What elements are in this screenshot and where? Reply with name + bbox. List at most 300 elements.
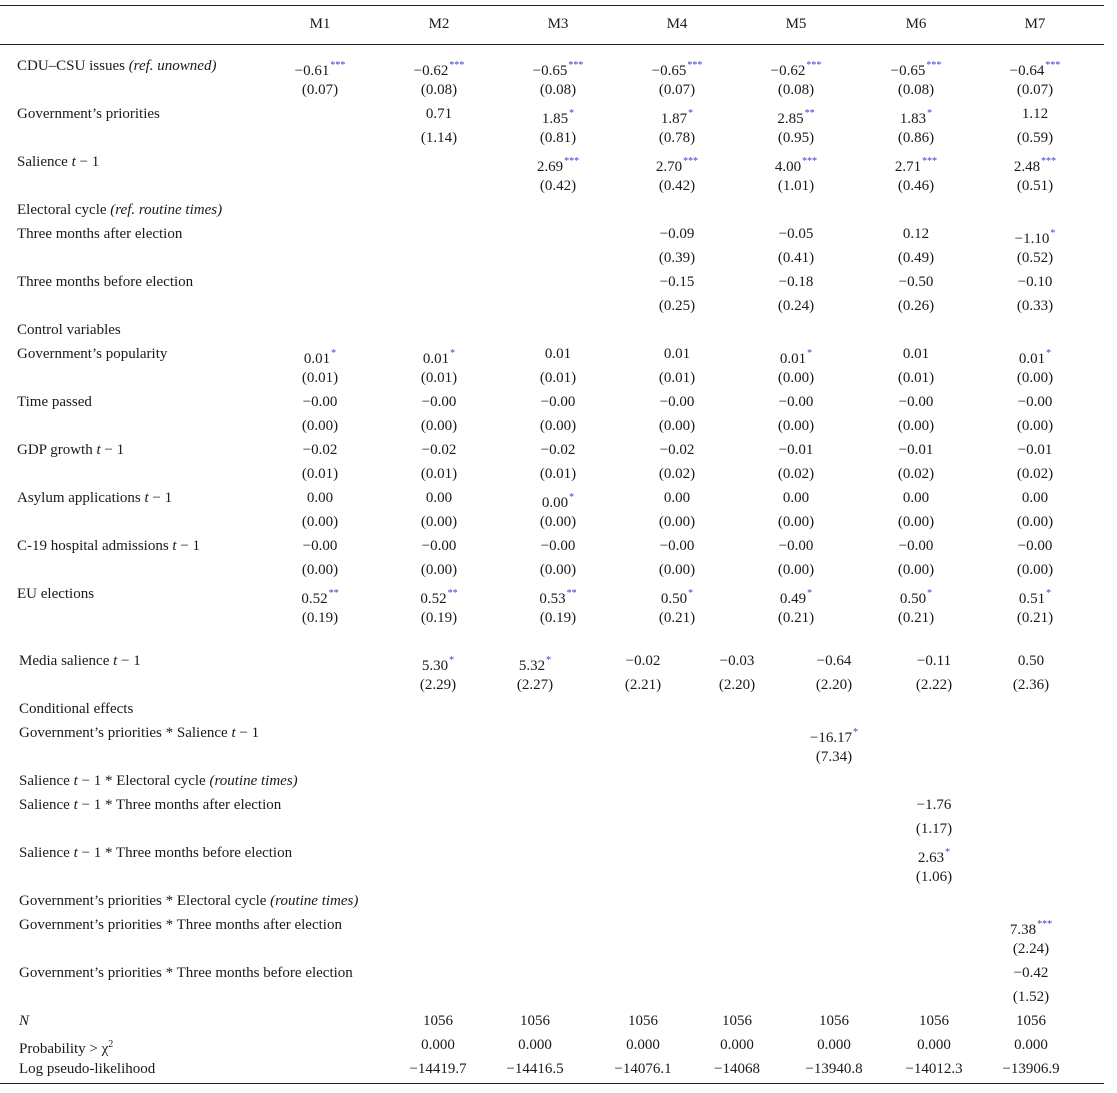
table-cell xyxy=(617,342,737,366)
table-cell xyxy=(260,606,380,630)
cell-value: 0.49 xyxy=(779,591,807,607)
cell-value: (0.00) xyxy=(1016,370,1054,386)
significance-stars: * xyxy=(1050,228,1056,239)
cell-value: −1.76 xyxy=(916,797,952,813)
table-cell xyxy=(971,673,1091,697)
cell-value: (0.00) xyxy=(539,514,577,530)
cell-value: (0.02) xyxy=(777,466,815,482)
cell-value: (0.02) xyxy=(897,466,935,482)
cell-value: 1056 xyxy=(628,1013,658,1029)
cell-value: 2.70 xyxy=(655,159,683,175)
table-cell xyxy=(617,270,737,294)
table-cell xyxy=(975,390,1095,414)
significance-stars: *** xyxy=(802,156,818,167)
cell-value: (0.33) xyxy=(1016,298,1054,314)
cell-value: (0.21) xyxy=(897,610,935,626)
cell-value: 0.000 xyxy=(720,1037,754,1053)
cell-value: −0.00 xyxy=(778,538,814,554)
table-cell xyxy=(379,462,499,486)
significance-stars: * xyxy=(807,348,813,359)
cell-value: 0.000 xyxy=(626,1037,660,1053)
cell-value: 0.000 xyxy=(421,1037,455,1053)
row-label xyxy=(19,913,342,937)
cell-value: −0.15 xyxy=(659,274,695,290)
row-label-suffix: − 1 * Three months after election xyxy=(77,797,282,813)
table-row xyxy=(0,1033,1117,1057)
table-cell xyxy=(975,558,1095,582)
table-cell xyxy=(260,486,380,510)
row-label-note: (ref. routine times) xyxy=(106,202,223,218)
table-cell xyxy=(498,606,618,630)
table-cell xyxy=(856,222,976,246)
table-row xyxy=(0,793,1117,817)
row-label-text: Control variables xyxy=(17,322,121,338)
significance-stars: *** xyxy=(564,156,580,167)
table-cell xyxy=(498,414,618,438)
table-cell xyxy=(975,438,1095,462)
table-cell xyxy=(260,510,380,534)
table-row xyxy=(0,486,1117,510)
table-cell xyxy=(774,745,894,769)
cell-value: (0.01) xyxy=(897,370,935,386)
table-cell xyxy=(617,126,737,150)
table-cell xyxy=(856,558,976,582)
bottom-rule xyxy=(0,1083,1104,1084)
cell-value: (0.08) xyxy=(897,82,935,98)
cell-value: (0.00) xyxy=(1016,418,1054,434)
significance-stars: ** xyxy=(804,108,815,119)
table-cell xyxy=(736,558,856,582)
table-cell xyxy=(260,78,380,102)
cell-value: 1056 xyxy=(520,1013,550,1029)
table-cell xyxy=(874,793,994,817)
significance-stars: * xyxy=(450,348,456,359)
row-label xyxy=(17,222,182,246)
table-cell xyxy=(971,937,1091,961)
row-label-suffix: − 1 xyxy=(176,538,201,554)
table-cell xyxy=(856,414,976,438)
table-cell xyxy=(617,174,737,198)
significance-stars: * xyxy=(331,348,337,359)
table-cell xyxy=(617,414,737,438)
cell-value: −0.00 xyxy=(302,538,338,554)
cell-value: −0.00 xyxy=(1017,394,1053,410)
table-cell xyxy=(379,606,499,630)
cell-value: (0.59) xyxy=(1016,130,1054,146)
cell-value: −0.62 xyxy=(770,63,806,79)
table-cell xyxy=(498,174,618,198)
cell-value: −0.00 xyxy=(1017,538,1053,554)
cell-value: (0.01) xyxy=(539,370,577,386)
table-cell xyxy=(475,1033,595,1057)
cell-value: (0.01) xyxy=(539,466,577,482)
cell-value: (0.08) xyxy=(539,82,577,98)
table-cell xyxy=(736,510,856,534)
table-cell xyxy=(975,126,1095,150)
cell-value: (0.00) xyxy=(539,418,577,434)
cell-value: −0.00 xyxy=(421,394,457,410)
table-row xyxy=(0,817,1117,841)
cell-value: 0.00 xyxy=(782,490,810,506)
table-row xyxy=(0,985,1117,1009)
column-header-m3: M3 xyxy=(547,16,569,32)
table-cell xyxy=(736,174,856,198)
table-cell xyxy=(498,342,618,366)
table-cell xyxy=(736,366,856,390)
table-cell xyxy=(379,438,499,462)
table-cell xyxy=(260,390,380,414)
cell-value: 2.69 xyxy=(536,159,564,175)
table-cell xyxy=(975,534,1095,558)
table-cell xyxy=(617,486,737,510)
table-row xyxy=(0,673,1117,697)
cell-value: 1.83 xyxy=(899,111,927,127)
table-cell xyxy=(260,534,380,558)
cell-value: −0.00 xyxy=(898,394,934,410)
cell-value: 1.12 xyxy=(1021,106,1049,122)
significance-stars: * xyxy=(927,108,933,119)
cell-value: (2.27) xyxy=(516,677,554,693)
cell-value: 0.50 xyxy=(660,591,688,607)
cell-value: (0.51) xyxy=(1016,178,1054,194)
cell-value: −0.00 xyxy=(421,538,457,554)
table-cell xyxy=(498,462,618,486)
table-cell xyxy=(856,438,976,462)
cell-value: −0.00 xyxy=(302,394,338,410)
row-label-text: Government’s popularity xyxy=(17,346,168,362)
cell-value: 0.71 xyxy=(425,106,453,122)
cell-value: 0.12 xyxy=(902,226,930,242)
table-cell xyxy=(617,222,737,246)
table-row xyxy=(0,558,1117,582)
table-row xyxy=(0,510,1117,534)
table-cell xyxy=(975,174,1095,198)
table-cell xyxy=(736,78,856,102)
cell-value: −0.50 xyxy=(898,274,934,290)
cell-value: (0.07) xyxy=(1016,82,1054,98)
cell-value: (0.00) xyxy=(301,562,339,578)
cell-value: −0.05 xyxy=(778,226,814,242)
table-cell xyxy=(260,366,380,390)
row-label xyxy=(19,841,292,865)
cell-value: 0.00 xyxy=(663,490,691,506)
table-cell xyxy=(260,438,380,462)
cell-value: (0.02) xyxy=(658,466,696,482)
cell-value: −0.00 xyxy=(659,538,695,554)
table-cell xyxy=(856,390,976,414)
cell-value: (0.07) xyxy=(658,82,696,98)
cell-value: 2.71 xyxy=(894,159,922,175)
significance-stars: * xyxy=(569,492,575,503)
row-label xyxy=(19,889,358,913)
row-label-variable: t xyxy=(168,538,177,554)
table-cell xyxy=(971,961,1091,985)
cell-value: (1.52) xyxy=(1012,989,1050,1005)
cell-value: −0.01 xyxy=(898,442,934,458)
cell-value: (1.17) xyxy=(915,821,953,837)
table-cell xyxy=(856,78,976,102)
cell-value: (0.00) xyxy=(897,418,935,434)
table-cell xyxy=(856,174,976,198)
table-cell xyxy=(379,486,499,510)
cell-value: (2.20) xyxy=(718,677,756,693)
table-row xyxy=(0,865,1117,889)
table-cell xyxy=(975,510,1095,534)
cell-value: −0.00 xyxy=(898,538,934,554)
table-cell xyxy=(498,390,618,414)
table-cell xyxy=(975,78,1095,102)
cell-value: −0.65 xyxy=(532,63,568,79)
table-cell xyxy=(379,414,499,438)
table-cell xyxy=(975,414,1095,438)
table-cell xyxy=(379,102,499,126)
row-label-note: (routine times) xyxy=(266,893,359,909)
table-row xyxy=(0,649,1117,673)
row-label xyxy=(17,438,124,462)
cell-value: −0.01 xyxy=(1017,442,1053,458)
table-cell xyxy=(617,78,737,102)
table-cell xyxy=(617,462,737,486)
table-cell xyxy=(856,294,976,318)
table-cell xyxy=(874,817,994,841)
cell-value: 0.01 xyxy=(663,346,691,362)
row-label-note: (routine times) xyxy=(205,773,298,789)
table-row xyxy=(0,126,1117,150)
cell-value: (0.07) xyxy=(301,82,339,98)
cell-value: 0.00 xyxy=(902,490,930,506)
cell-value: (2.21) xyxy=(624,677,662,693)
top-rule xyxy=(0,5,1104,6)
row-label-suffix: − 1 * Electoral cycle xyxy=(77,773,206,789)
table-row xyxy=(0,697,1117,721)
cell-value: −0.65 xyxy=(651,63,687,79)
row-label-variable: t xyxy=(92,442,101,458)
cell-value: −0.18 xyxy=(778,274,814,290)
significance-stars: *** xyxy=(1037,919,1053,930)
table-cell xyxy=(975,270,1095,294)
table-cell xyxy=(260,558,380,582)
cell-value: (1.01) xyxy=(777,178,815,194)
row-label-text: Salience xyxy=(19,797,70,813)
cell-value: −13940.8 xyxy=(805,1061,863,1077)
table-row xyxy=(0,222,1117,246)
cell-value: 0.00 xyxy=(306,490,334,506)
row-label-text: Log pseudo-likelihood xyxy=(19,1061,156,1077)
row-label-superscript: 2 xyxy=(108,1039,114,1050)
significance-stars: *** xyxy=(683,156,699,167)
cell-value: (2.24) xyxy=(1012,941,1050,957)
table-row xyxy=(0,390,1117,414)
significance-stars: * xyxy=(1046,348,1052,359)
table-cell xyxy=(975,486,1095,510)
cell-value: (0.24) xyxy=(777,298,815,314)
table-cell xyxy=(617,558,737,582)
cell-value: (0.00) xyxy=(539,562,577,578)
table-cell xyxy=(617,510,737,534)
significance-stars: ** xyxy=(566,588,577,599)
cell-value: (2.36) xyxy=(1012,677,1050,693)
cell-value: −0.03 xyxy=(719,653,755,669)
table-cell xyxy=(498,534,618,558)
table-cell xyxy=(856,126,976,150)
table-cell xyxy=(736,390,856,414)
table-cell xyxy=(856,342,976,366)
cell-value: (0.00) xyxy=(897,562,935,578)
table-row xyxy=(0,54,1117,78)
row-label xyxy=(19,649,141,673)
significance-stars: * xyxy=(853,727,859,738)
table-row xyxy=(0,937,1117,961)
table-cell xyxy=(498,126,618,150)
cell-value: (0.39) xyxy=(658,250,696,266)
row-label-text: Media salience xyxy=(19,653,110,669)
row-label-variable: t xyxy=(69,797,78,813)
cell-value: −0.10 xyxy=(1017,274,1053,290)
table-row xyxy=(0,534,1117,558)
table-row xyxy=(0,606,1117,630)
table-cell xyxy=(475,673,595,697)
cell-value: (0.00) xyxy=(420,514,458,530)
table-cell xyxy=(379,366,499,390)
row-label-text: Probability > χ xyxy=(19,1041,109,1057)
table-cell xyxy=(975,294,1095,318)
cell-value: 0.01 xyxy=(902,346,930,362)
row-label xyxy=(17,390,92,414)
cell-value: −0.00 xyxy=(659,394,695,410)
table-cell xyxy=(475,1009,595,1033)
table-cell xyxy=(617,246,737,270)
row-label-text: Government’s priorities * Electoral cycle xyxy=(19,893,267,909)
table-cell xyxy=(617,534,737,558)
cell-value: −0.09 xyxy=(659,226,695,242)
cell-value: 7.38 xyxy=(1009,922,1037,938)
significance-stars: ** xyxy=(328,588,339,599)
significance-stars: *** xyxy=(1045,60,1061,71)
table-cell xyxy=(736,462,856,486)
row-label-variable: t xyxy=(69,845,78,861)
significance-stars: ** xyxy=(447,588,458,599)
cell-value: −0.62 xyxy=(413,63,449,79)
cell-value: 0.000 xyxy=(917,1037,951,1053)
cell-value: (0.00) xyxy=(777,562,815,578)
cell-value: −0.02 xyxy=(625,653,661,669)
row-label xyxy=(19,1057,155,1081)
row-label-text: Three months after election xyxy=(17,226,183,242)
row-label xyxy=(19,697,133,721)
cell-value: −0.02 xyxy=(659,442,695,458)
row-label-text: Salience xyxy=(17,154,68,170)
cell-value: 0.01 xyxy=(779,351,807,367)
row-label xyxy=(19,961,353,985)
cell-value: (0.00) xyxy=(777,370,815,386)
table-row xyxy=(0,721,1117,745)
significance-stars: * xyxy=(569,108,575,119)
table-row xyxy=(0,582,1117,606)
table-cell xyxy=(379,558,499,582)
row-label-variable: t xyxy=(69,773,78,789)
row-label-text: Conditional effects xyxy=(19,701,134,717)
row-label-text: Government’s priorities * Salience xyxy=(19,725,228,741)
table-row xyxy=(0,913,1117,937)
table-row xyxy=(0,270,1117,294)
cell-value: (0.00) xyxy=(897,514,935,530)
significance-stars: *** xyxy=(1041,156,1057,167)
table-cell xyxy=(975,606,1095,630)
cell-value: (0.00) xyxy=(1016,514,1054,530)
cell-value: (0.81) xyxy=(539,130,577,146)
column-header-m1: M1 xyxy=(309,16,331,32)
cell-value: 2.85 xyxy=(777,111,804,127)
row-label-variable: t xyxy=(67,154,76,170)
header-row xyxy=(0,12,1117,36)
cell-value: −0.02 xyxy=(302,442,338,458)
cell-value: (0.42) xyxy=(658,178,696,194)
cell-value: 1056 xyxy=(722,1013,752,1029)
table-row xyxy=(0,102,1117,126)
cell-value: 0.50 xyxy=(899,591,927,607)
cell-value: (0.78) xyxy=(658,130,696,146)
row-label xyxy=(17,150,99,174)
cell-value: (0.95) xyxy=(777,130,815,146)
cell-value: (0.21) xyxy=(658,610,696,626)
cell-value: (2.22) xyxy=(915,677,953,693)
cell-value: −0.02 xyxy=(421,442,457,458)
table-cell xyxy=(874,865,994,889)
table-row xyxy=(0,745,1117,769)
cell-value: 0.52 xyxy=(301,591,328,607)
significance-stars: * xyxy=(688,588,694,599)
table-cell xyxy=(736,126,856,150)
table-cell xyxy=(379,126,499,150)
cell-value: 0.000 xyxy=(518,1037,552,1053)
table-row xyxy=(0,462,1117,486)
cell-value: 0.51 xyxy=(1018,591,1046,607)
row-label xyxy=(19,721,259,745)
cell-value: −16.17 xyxy=(809,730,853,746)
cell-value: (0.25) xyxy=(658,298,696,314)
cell-value: (0.01) xyxy=(301,370,339,386)
table-cell xyxy=(856,486,976,510)
table-cell xyxy=(379,78,499,102)
cell-value: (0.00) xyxy=(658,418,696,434)
cell-value: −0.00 xyxy=(778,394,814,410)
cell-value: 0.00 xyxy=(1021,490,1049,506)
row-label-text: Government’s priorities xyxy=(17,106,160,122)
cell-value: (0.21) xyxy=(777,610,815,626)
row-label xyxy=(17,318,121,342)
table-cell xyxy=(975,246,1095,270)
table-cell xyxy=(498,558,618,582)
cell-value: 0.00 xyxy=(541,495,569,511)
table-row xyxy=(0,414,1117,438)
cell-value: 4.00 xyxy=(774,159,802,175)
table-cell xyxy=(379,534,499,558)
cell-value: (0.00) xyxy=(301,514,339,530)
row-label xyxy=(19,793,281,817)
significance-stars: * xyxy=(1046,588,1052,599)
header-rule xyxy=(0,44,1104,45)
cell-value: (7.34) xyxy=(815,749,853,765)
significance-stars: *** xyxy=(922,156,938,167)
table-row xyxy=(0,246,1117,270)
row-label-text: Asylum applications xyxy=(17,490,141,506)
table-cell xyxy=(736,270,856,294)
table-cell xyxy=(856,606,976,630)
cell-value: 5.32 xyxy=(518,658,546,674)
table-row xyxy=(0,889,1117,913)
row-label xyxy=(17,582,94,606)
table-cell xyxy=(856,366,976,390)
